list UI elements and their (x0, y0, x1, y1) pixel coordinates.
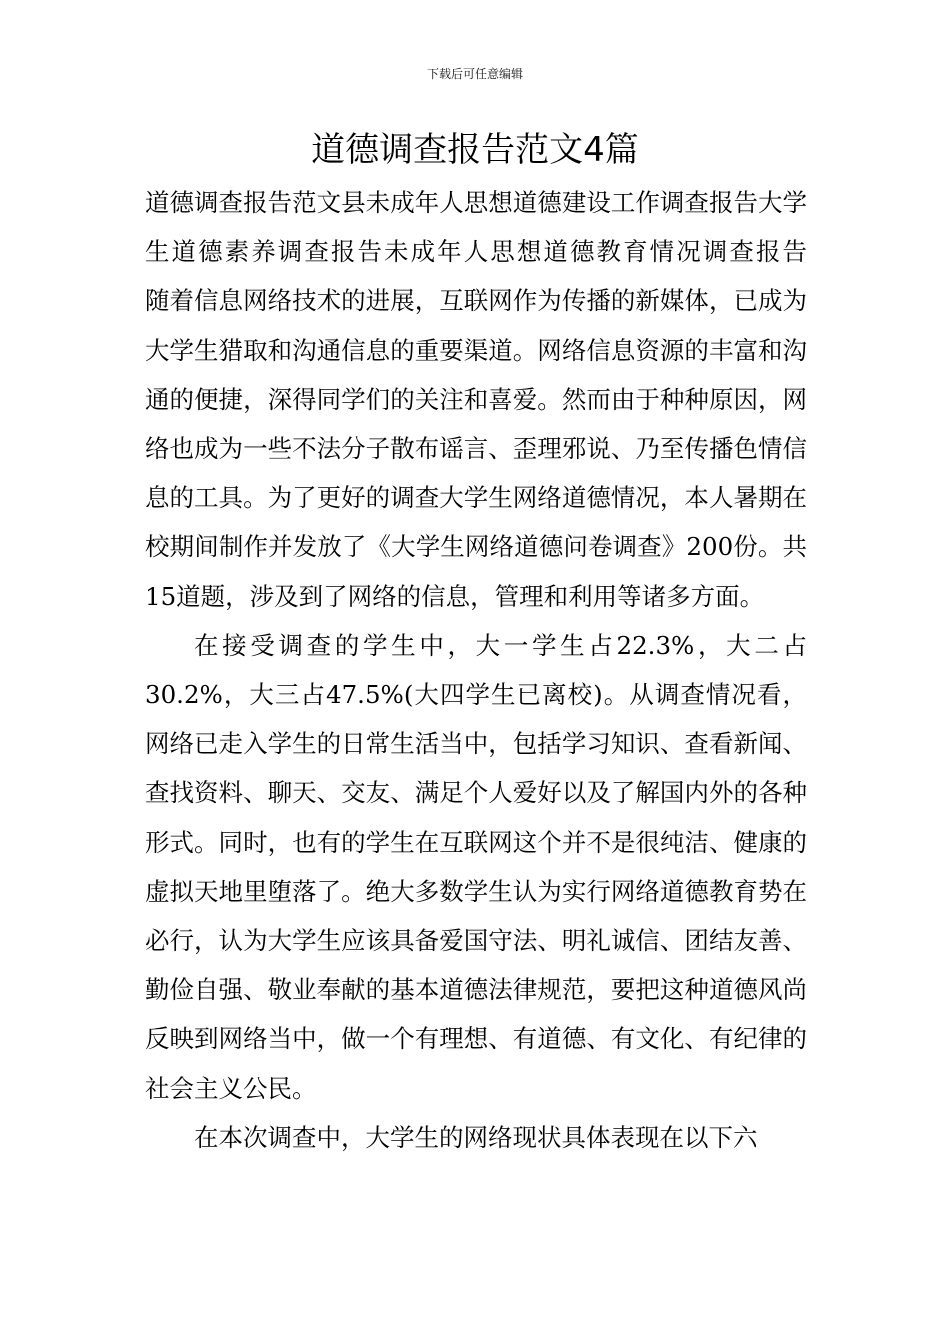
document-body (145, 178, 856, 1162)
paragraph-survey-results: 在接受调查的学生中，大一学生占22.3%，大二占30.2%，大三占47.5%(大四学生已离校)。从调查情况看，网络已走入学生的日常生活当中，包括学习知识、查看新闻、查找资料、聊天、交友、满足个人爱好以及了解国内外的各种形式。同时，也有的学生在互联网这个并不是很纯洁、健康的虚拟天地里堕落了。绝大多数学生认为实行网络道德教育势在必行，认为大学生应该具备爱国守法、明礼诚信、团结友善、勤俭自强、敬业奉献的基本道德法律规范，要把这种道德风尚反映到网络当中，做一个有理想、有道德、有文化、有纪律的社会主义公民。 (145, 630, 807, 1103)
paragraph-intro: 道德调查报告范文县未成年人思想道德建设工作调查报告大学生道德素养调查报告未成年人思想道德教育情况调查报告 随着信息网络技术的进展，互联网作为传播的新媒体，已成为大学生猎取和沟通信息的重要渠道。网络信息资源的丰富和沟通的便捷，深得同学们的关注和喜爱。然而由于种种原因，网络也成为一些不法分子散布谣言、歪理邪说、乃至传播色情信息的工具。为了更好的调查大学生网络道德情况，本人暑期在校期间制作并发放了《大学生网络道德问卷调查》200份。共15道题，涉及到了网络的信息，管理和利用等诸多方面。 (145, 188, 856, 611)
paragraph-findings: 在本次调查中，大学生的网络现状具体表现在以下六 (194, 1122, 758, 1152)
header-note: 下载后可任意编辑 (426, 67, 523, 81)
document-title: 道德调查报告范文4篇 (311, 130, 639, 170)
